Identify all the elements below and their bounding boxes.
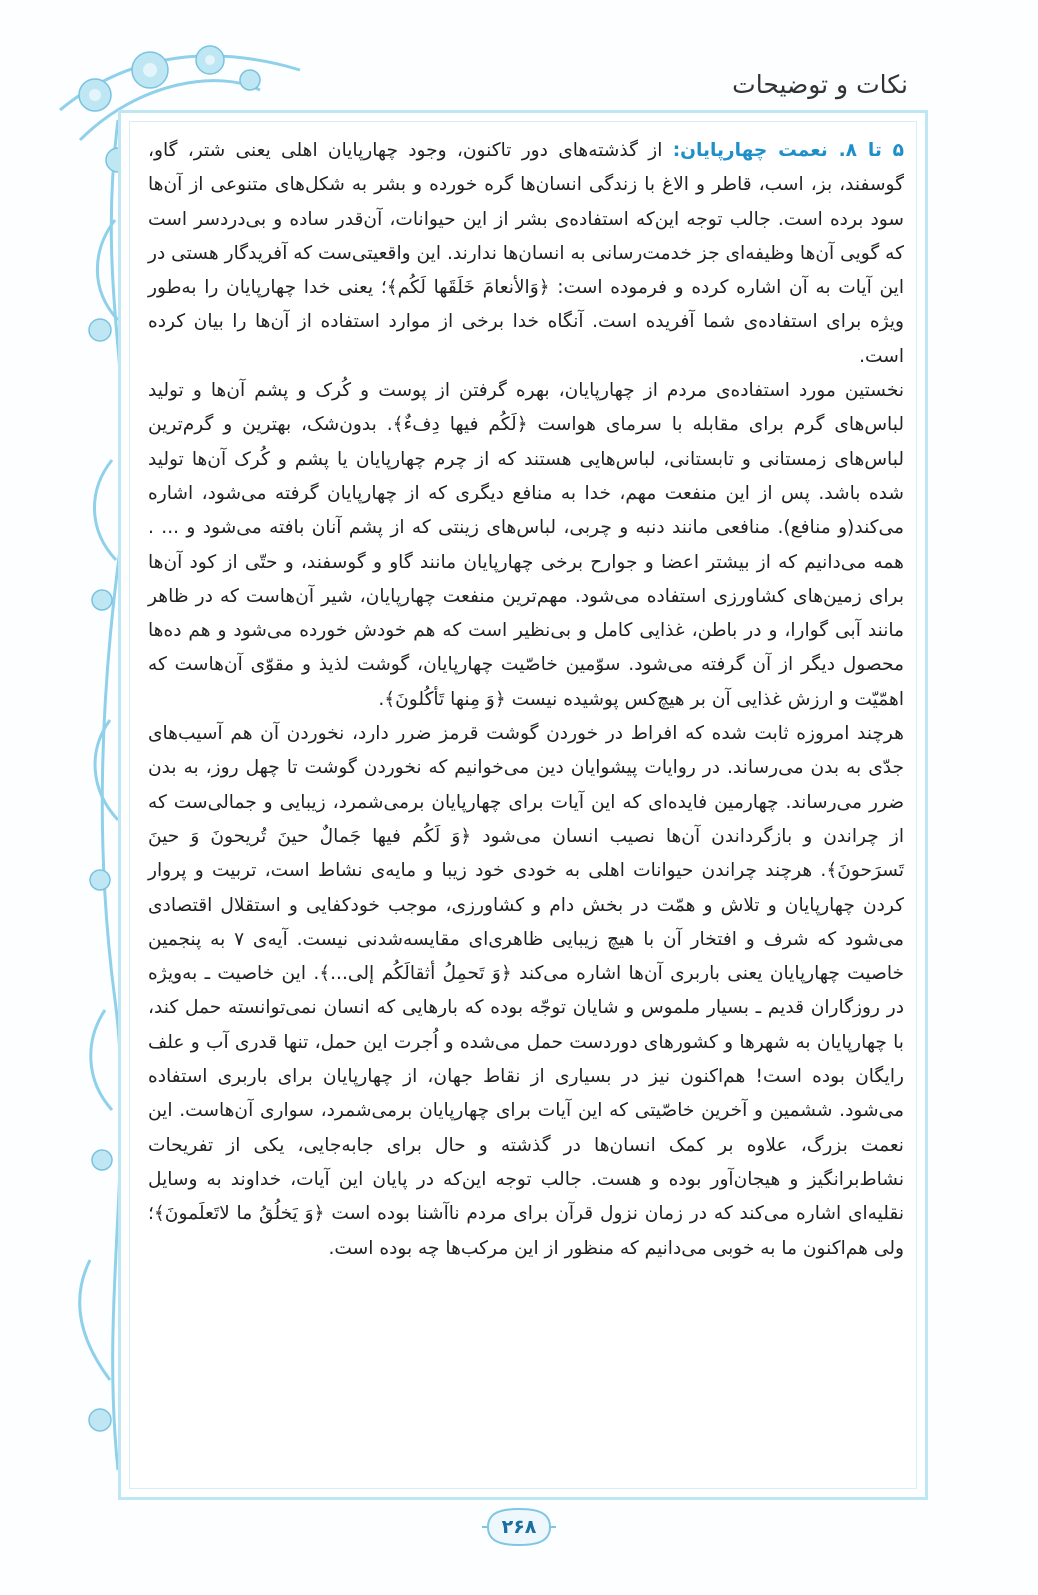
page-number: ۲۶۸ <box>501 1516 537 1538</box>
paragraph-1-text: از گذشته‌های دور تاکنون، وجود چهارپایان اهلی یعنی شتر، گاو، گوسفند، بز، اسب، قاطر و الاغ با زندگی انسان‌ها گره خورده و بشر به شکل‌های متنوعی از آن‌ها سود برده است. جالب توجه این‌که استفاده‌ی بشر از این حیوانات، آن‌قدر ساده و بی‌دردسر است که گویی آن‌ها وظیفه‌ای جز خدمت‌رسانی به انسان‌ها ندارند. این واقعیتی‌ست که آفریدگار هستی در این آیات به آن اشاره کرده و فرموده است: ﴿وَالأنعامَ خَلَقَها لَکُم﴾؛ یعنی خدا چهارپایان را به‌طور ویژه برای استفاده‌ی شما آفریده است. آنگاه خدا برخی از موارد استفاده از آن‌ها را بیان کرده است. <box>148 140 904 367</box>
paragraph-2: نخستین مورد استفاده‌ی مردم از چهارپایان، بهره گرفتن از پوست و کُرک و پشم آن‌ها و تولید لباس‌های گرم برای مقابله با سرمای هواست ﴿لَکُم فیها دِفءٌ﴾. بدون‌شک، بهترین و گرم‌ترین لباس‌های زمستانی و تابستانی، لباس‌هایی هستند که از چرم چهارپایان یا پشم و کُرک آن‌ها تولید شده باشد. پس از این منفعت مهم، خدا به منافع دیگری که از چهارپایان گرفته می‌شود، اشاره می‌کند(و منافع). منافعی مانند دنبه و چربی، لباس‌های زینتی که از پشم آنان بافته می‌شود و ... . همه می‌دانیم که از بیشتر اعضا و جوارح برخی چهارپایان مانند گاو و گوسفند، و حتّی از کود آن‌ها برای زمین‌های کشاورزی استفاده می‌شود. مهم‌ترین منفعت چهارپایان، شیر آن‌هاست که در ظاهر مانند آبی گوارا، و در باطن، غذایی کامل و بی‌نظیر است که هم خودش خورده می‌شود و هم ده‌ها محصول دیگر از آن گرفته می‌شود. سوّمین خاصّیت چهارپایان، گوشت لذیذ و مقوّی آن‌هاست که اهمّیّت و ارزش غذایی آن بر هیچ‌کس پوشیده نیست ﴿وَ مِنها تَأکُلونَ﴾. <box>148 380 904 710</box>
page-number-badge <box>480 1505 558 1549</box>
paragraph-3: هرچند امروزه ثابت شده که افراط در خوردن گوشت قرمز ضرر دارد، نخوردن آن هم آسیب‌های جدّی به بدن می‌رساند. در روایات پیشوایان دین می‌خوانیم که نخوردن گوشت تا چهل روز، به بدن ضرر می‌رساند. چهارمین فایده‌ای که این آیات برای چهارپایان برمی‌شمرد، زیبایی و جمالی‌ست که از چراندن و بازگرداندن آن‌ها نصیب انسان می‌شود ﴿وَ لَکُم فیها جَمالٌ حینَ تُریحونَ وَ حینَ تَسرَحونَ﴾. هرچند چراندن حیوانات اهلی به خودی خود زیبا و مایه‌ی نشاط است، تربیت و پروار کردن چهارپایان و تلاش و همّت در بخش دام و کشاورزی، موجب خودکفایی و استقلال اقتصادی می‌شود که شرف و افتخار آن با هیچ زیبایی ظاهری‌ای مقایسه‌شدنی نیست. آیه‌ی ۷ به پنجمین خاصیت چهارپایان یعنی باربری آن‌ها اشاره می‌کند ﴿وَ تَحمِلُ أثقالَکُم إلی...﴾. این خاصیت ـ به‌ویژه در روزگاران قدیم ـ بسیار ملموس و شایان توجّه بوده که بارهایی که انسان نمی‌توانسته حمل کند، با چهارپایان به شهرها و کشورهای دوردست حمل می‌شده و اُجرت این حمل، تنها قدری آب و علف رایگان بوده است! هم‌اکنون نیز در بسیاری از نقاط جهان، از چهارپایان برای باربری استفاده می‌شود. ششمین و آخرین خاصّیتی که این آیات برای چهارپایان برمی‌شمرد، سواری آن‌هاست. این نعمت بزرگ، علاوه بر کمک انسان‌ها در گذشته و حال برای جابه‌جایی، یکی از تفریحات نشاط‌برانگیز و هیجان‌آور بوده و هست. جالب توجه این‌که در پایان این آیات، خداوند به وسایل نقلیه‌ای اشاره می‌کند که در زمان نزول قرآن برای مردم ناآشنا بوده است ﴿وَ یَخلُقُ ما لاتَعلَمونَ﴾؛ ولی هم‌اکنون ما به خوبی می‌دانیم که منظور از این مرکب‌ها چه بوده است. <box>148 723 904 1259</box>
body-text <box>148 134 904 1266</box>
section-heading: ۵ تا ۸. نعمت چهارپایان: <box>672 140 904 161</box>
chapter-header-title: نکات و توضیحات <box>732 70 908 99</box>
paragraph-1 <box>148 134 904 374</box>
